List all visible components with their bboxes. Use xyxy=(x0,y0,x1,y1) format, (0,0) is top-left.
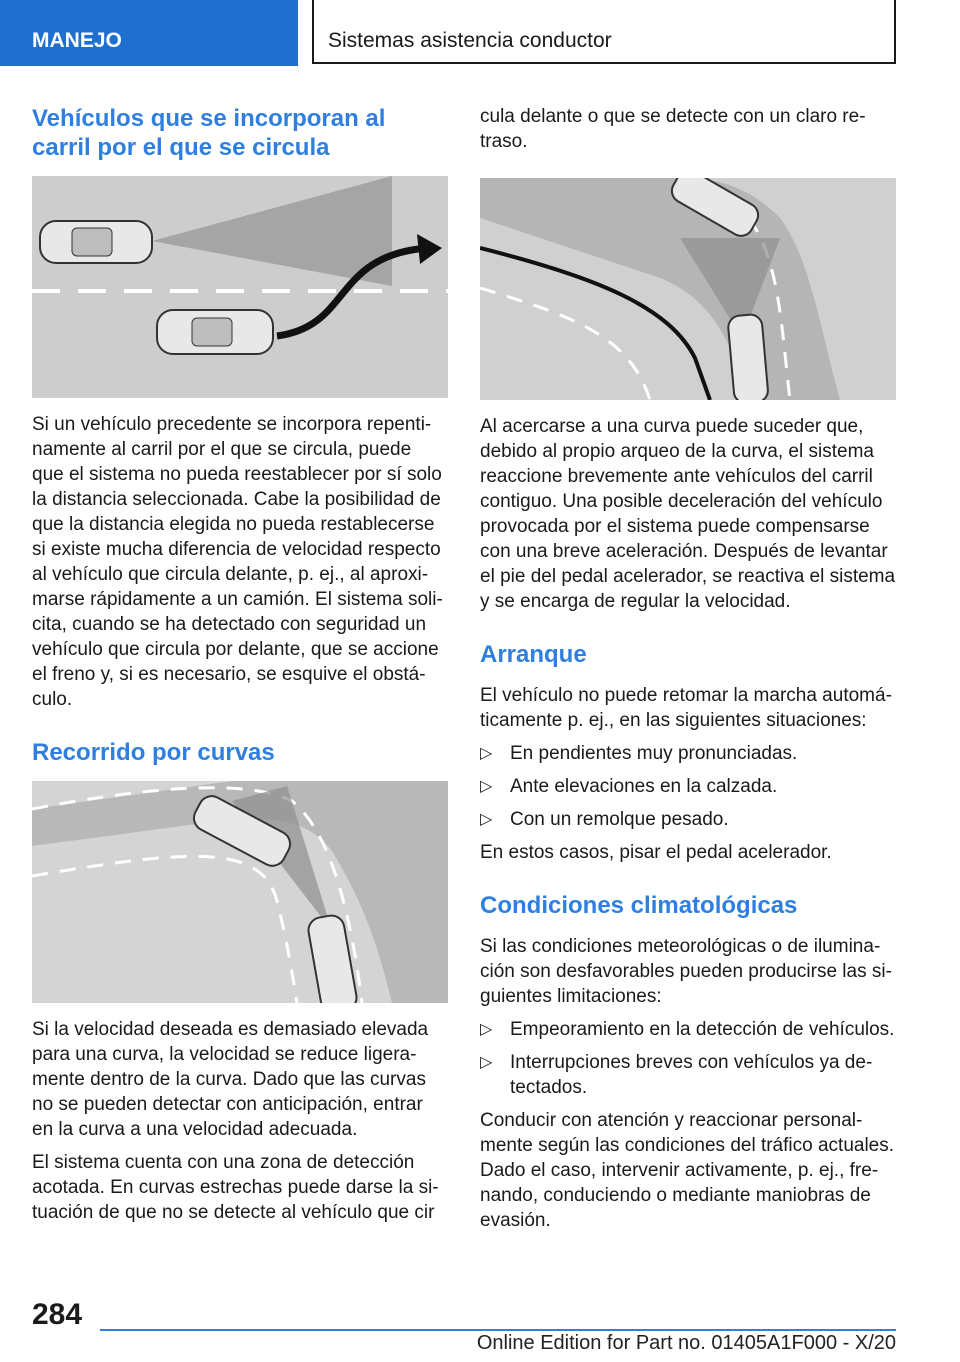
adjacent-lane-illustration xyxy=(480,178,896,400)
paragraph-weather: Si las condiciones meteorológicas o de iluminación son desfavorables pueden producirse las siguientes limitaciones: xyxy=(480,936,892,1007)
triangle-bullet-icon: ▷ xyxy=(480,1054,493,1071)
triangle-bullet-icon: ▷ xyxy=(480,1021,493,1038)
list-item: ▷ Empeoramiento en la detección de vehículos. xyxy=(480,1019,895,1040)
paragraph-drive-attentively: Conducir con atención y reaccionar personalmente según las condiciones del tráfico actuales. Dado el caso, intervenir activamente, p. ej., frenando, conduciendo o mediante maniobras de evasión. xyxy=(480,1110,895,1231)
car-ahead-icon xyxy=(40,221,152,263)
ego-car-icon xyxy=(727,314,769,400)
triangle-bullet-icon: ▷ xyxy=(480,811,493,828)
start-situations-list xyxy=(480,741,896,832)
paragraph-detection-zone: El sistema cuenta con una zona de detección acotada. En curvas estrechas puede darse la situación de que no se detecte al vehículo que cir xyxy=(32,1152,439,1223)
paragraph-start: El vehículo no puede retomar la marcha automáticamente p. ej., en las siguientes situaciones: xyxy=(480,685,892,731)
heading-start: Arranque xyxy=(480,641,587,668)
weather-limitations-list xyxy=(480,1017,896,1100)
paragraph-accelerator: En estos casos, pisar el pedal acelerador. xyxy=(480,842,832,863)
merging-vehicle-illustration xyxy=(32,176,448,398)
triangle-bullet-icon: ▷ xyxy=(480,778,493,795)
list-item: ▷ Interrupciones breves con vehículos ya detectados. xyxy=(480,1052,873,1098)
paragraph-adjacent-lane: Al acercarse a una curva puede suceder que, debido al propio arqueo de la curva, el sistema reaccione brevemente ante vehículos del carril contiguo. Una posible deceleración del vehículo provocada por el sistema puede compensarse con una breve aceleración. Después de levantar el pie del pedal acelerador, se reactiva el sistema y se encarga de regular la velocidad. xyxy=(480,416,896,612)
paragraph-merging: Si un vehículo precedente se incorpora repentinamente al carril por el que se circula, puede que el sistema no pueda reestablecer por sí solo la distancia seleccionada. Cabe la posibilidad de que la distancia elegida no pueda restablecerse si existe mucha diferencia de velocidad respecto al vehículo que circula delante, p. ej., al aproximarse rápidamente a un camión. El sistema solicita, cuando se ha detectado con seguridad un vehículo que circula por delante, que se accione el freno y, si es necesario, se esquive el obstáculo. xyxy=(32,414,443,710)
page-header xyxy=(0,0,960,66)
heading-merging-vehicles: Vehículos que se incorporan al carril por el que se circula xyxy=(32,105,386,161)
paragraph-curve-speed: Si la velocidad deseada es demasiado elevada para una curva, la velocidad se reduce ligeramente dentro de la curva. Dado que las curvas no se pueden detectar con anticipación, entrar en la curva a una velocidad adecuada. xyxy=(32,1019,429,1140)
page-number: 284 xyxy=(32,1298,83,1331)
heading-weather: Condiciones climatológicas xyxy=(480,892,798,919)
heading-curves: Recorrido por curvas xyxy=(32,739,275,766)
edition-footer: Online Edition for Part no. 01405A1F000 - X/20 xyxy=(476,1332,896,1354)
left-column xyxy=(32,104,448,1233)
paragraph-continued: cula delante o que se detecte con un claro retraso. xyxy=(480,106,866,152)
list-item: ▷ Con un remolque pesado. xyxy=(480,809,729,830)
chapter-title: Sistemas asistencia conductor xyxy=(312,0,896,64)
section-tab: MANEJO xyxy=(0,0,298,66)
list-item: ▷ En pendientes muy pronunciadas. xyxy=(480,743,798,764)
footer-divider xyxy=(100,1329,896,1331)
list-item: ▷ Ante elevaciones en la calzada. xyxy=(480,776,778,797)
right-column xyxy=(480,104,896,1241)
curve-detection-illustration xyxy=(32,781,448,1003)
triangle-bullet-icon: ▷ xyxy=(480,745,493,762)
merging-car-icon xyxy=(157,310,273,354)
